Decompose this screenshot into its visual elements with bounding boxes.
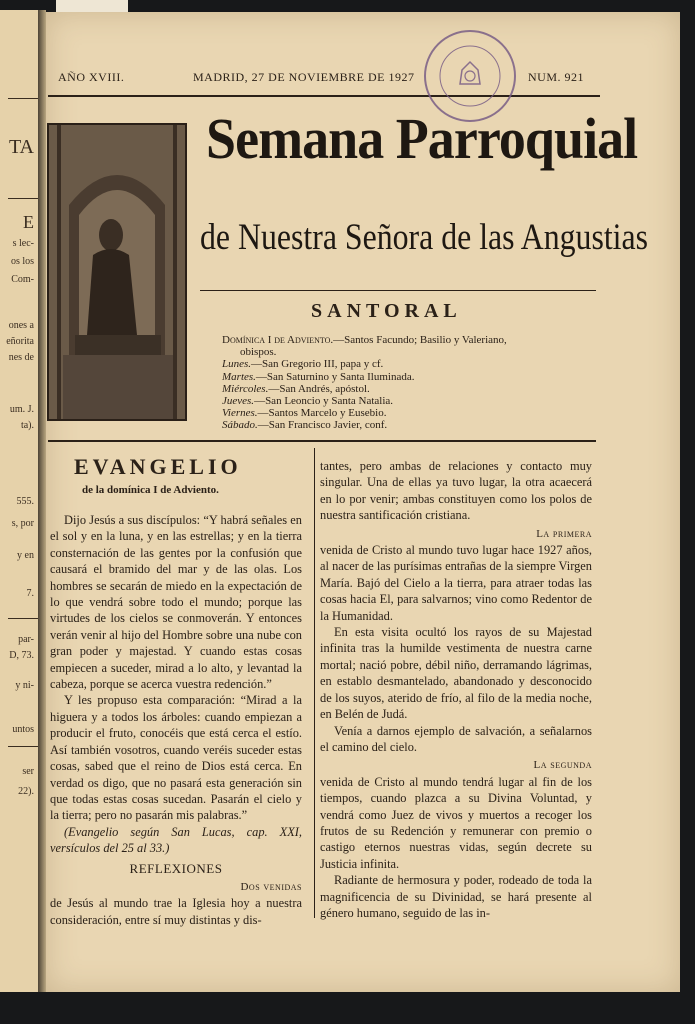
section-label-segunda: La segunda: [533, 759, 592, 772]
prev-fragment: TA: [8, 136, 34, 158]
header-rule: [48, 95, 600, 97]
prev-fragment: Com-: [11, 274, 34, 285]
prev-rule: [8, 98, 38, 99]
prev-fragment: 555.: [16, 496, 34, 507]
prev-fragment: ser: [22, 766, 34, 777]
article-paragraph: Venía a darnos ejemplo de salvación, a señalarnos el camino del cielo.: [320, 723, 592, 754]
previous-page-edge: [0, 10, 40, 992]
santoral-day: Viernes.: [222, 407, 258, 420]
prev-rule: [8, 198, 38, 199]
santoral-entry: [222, 383, 612, 395]
masthead-title: Semana Parroquial: [206, 106, 638, 171]
page-tab: [56, 0, 128, 12]
santoral-entry: [222, 407, 612, 419]
prev-fragment: y en: [17, 550, 34, 561]
article-paragraph: tantes, pero ambas de relaciones y contacto muy singular. Una de ellas ya tuvo lugar, la otra acaecerá en lo por venir; ambas constituyen como los polos de nuestra santificación cristiana.: [320, 459, 592, 523]
column-divider: [314, 448, 315, 918]
prev-fragment: D, 73.: [9, 650, 34, 661]
virgin-altar-image: [49, 125, 185, 419]
article-paragraph: venida de Cristo al mundo tuvo lugar hace 1927 años, al nacer de las purísimas entrañas de la siempre Virgen María. Bajó del Cielo a la tierra, para atraer todas las cosas hacia El, para salvarnos; vino como Redentor de la Humanidad.: [320, 543, 592, 623]
santoral-saints: —San Andrés, apóstol.: [268, 382, 370, 395]
prev-fragment: 22).: [18, 786, 34, 797]
issue-number: NUM. 921: [528, 70, 585, 84]
reflexiones-lead-text: de Jesús al mundo trae la Iglesia hoy a nuestra consideración, entre sí muy distintas y dis-: [50, 896, 302, 927]
santoral-day: Miércoles.: [222, 382, 269, 395]
prev-fragment: y ni-: [15, 680, 34, 691]
evangelio-heading: EVANGELIO: [74, 454, 242, 479]
prev-fragment: ta).: [20, 420, 34, 431]
santoral-day: Sábado.: [222, 419, 258, 432]
right-column: [320, 458, 592, 921]
gospel-paragraph: Dijo Jesús a sus discípulos: “Y habrá señales en el sol y en la luna, y en las estrellas; y en la tierra consternación de las gentes por la confusión que causará el bramido del mar y de las olas. Los hombres se secarán de miedo en la expectación de lo que vendrá sobre todo el mundo; porque las virtudes de los cielos se conmoverán. Y entonces verán venir al hijo del Hombre sobre una nube con gran poder y majestad. Y cuando estas cosas empiecen a suceder, mirad a lo alto, y levantad la cabeza, porque se acerca vuestra redención.”: [50, 513, 302, 692]
dateline: MADRID, 27 DE NOVIEMBRE DE 1927: [193, 70, 415, 84]
prev-fragment: um. J.: [9, 404, 34, 415]
prev-fragment: eñorita: [6, 336, 34, 347]
section-label-primera: La primera: [536, 527, 592, 540]
santoral-entry: [222, 334, 612, 346]
prev-fragment: os los: [10, 256, 34, 267]
book-binding: [38, 10, 46, 992]
prev-rule: [8, 746, 38, 747]
santoral-saints: —San Saturnino y Santa Iluminada.: [255, 370, 415, 383]
santoral-saints: —Santos Marcelo y Eusebio.: [257, 407, 387, 420]
prev-fragment: s, por: [11, 518, 34, 529]
article-paragraph: Radiante de hermosura y poder, rodeado de toda la magnificencia de su Divinidad, se hará presente al género humano, seguido de las in-: [320, 873, 592, 920]
santoral-entry: [222, 371, 612, 383]
santoral-day: Jueves.: [222, 395, 255, 408]
prev-fragment: nes de: [8, 352, 34, 363]
santoral-saints: —San Gregorio III, papa y cf.: [251, 358, 384, 371]
santoral-list: [222, 334, 612, 432]
left-column: [50, 512, 302, 928]
santoral-saints: —San Leoncio y Santa Natalia.: [254, 395, 394, 408]
article-paragraph: venida de Cristo al mundo tendrá lugar al fin de los tiempos, cuando plazca a su Divina Voluntad, y vendrá como Juez de vivos y muertos a recoger los frutos de su Redención y remunerar con premio o castigo eternos nuestras vidas, según decrete su Justicia infinita.: [320, 774, 592, 871]
masthead-rule: [200, 290, 596, 291]
gospel-citation: (Evangelio según San Lucas, cap. XXI, versículos del 25 al 33.): [50, 824, 302, 856]
prev-fragment: untos: [12, 724, 34, 735]
prev-fragment: s lec-: [12, 238, 34, 249]
santoral-entry: [222, 358, 612, 370]
santoral-entry: [222, 346, 612, 358]
masthead-subtitle: de Nuestra Señora de las Angustias: [200, 217, 649, 258]
gospel-paragraph: Y les propuso esta comparación: “Mirad a la higuera y a todos los árboles: cuando empiezan a producir el fruto, conocéis que está cerca el estío. Así también vosotros, cuando veréis suceder estas cosas, sabed que el reino de Dios está cerca. En verdad os digo, que no pasará esta generación sin que todas estas cosas sucedan. Pasarán el cielo y la tierra; pero no pasarán mis palabras.”: [50, 693, 302, 823]
santoral-saints: obispos.: [240, 346, 277, 359]
article-paragraph: En esta visita ocultó los rayos de su Majestad infinita tras la humilde vestimenta de nuestra carne mortal; nació pobre, débil niño, derramando lágrimas, en establo desmantelado, abandonado y desconocido de los suyos, aterido de frío, al filo de la media noche, en Belén de Judá.: [320, 625, 592, 722]
section-rule: [48, 440, 596, 442]
issue-year: AÑO XVIII.: [58, 70, 125, 84]
santoral-entry: [222, 419, 612, 431]
reflexiones-lead-label: Dos venidas: [240, 880, 302, 893]
prev-rule: [8, 618, 38, 619]
santoral-entry: [222, 395, 612, 407]
santoral-saints: —Santos Facundo; Basilio y Valeriano,: [333, 334, 507, 346]
evangelio-subtitle: de la domínica I de Adviento.: [82, 484, 219, 496]
santoral-day: Lunes.: [222, 358, 252, 371]
church-photo: [47, 123, 187, 421]
prev-fragment: E: [23, 212, 34, 232]
santoral-heading: SANTORAL: [311, 300, 462, 322]
santoral-saints: —San Francisco Javier, conf.: [257, 419, 388, 432]
prev-fragment: par-: [18, 634, 34, 645]
prev-fragment: ones a: [8, 320, 34, 331]
prev-fragment: 7.: [26, 588, 34, 599]
santoral-day: Martes.: [222, 370, 256, 383]
reflexiones-heading: REFLEXIONES: [129, 860, 223, 876]
santoral-day: Domínica I de Adviento.: [222, 334, 334, 346]
